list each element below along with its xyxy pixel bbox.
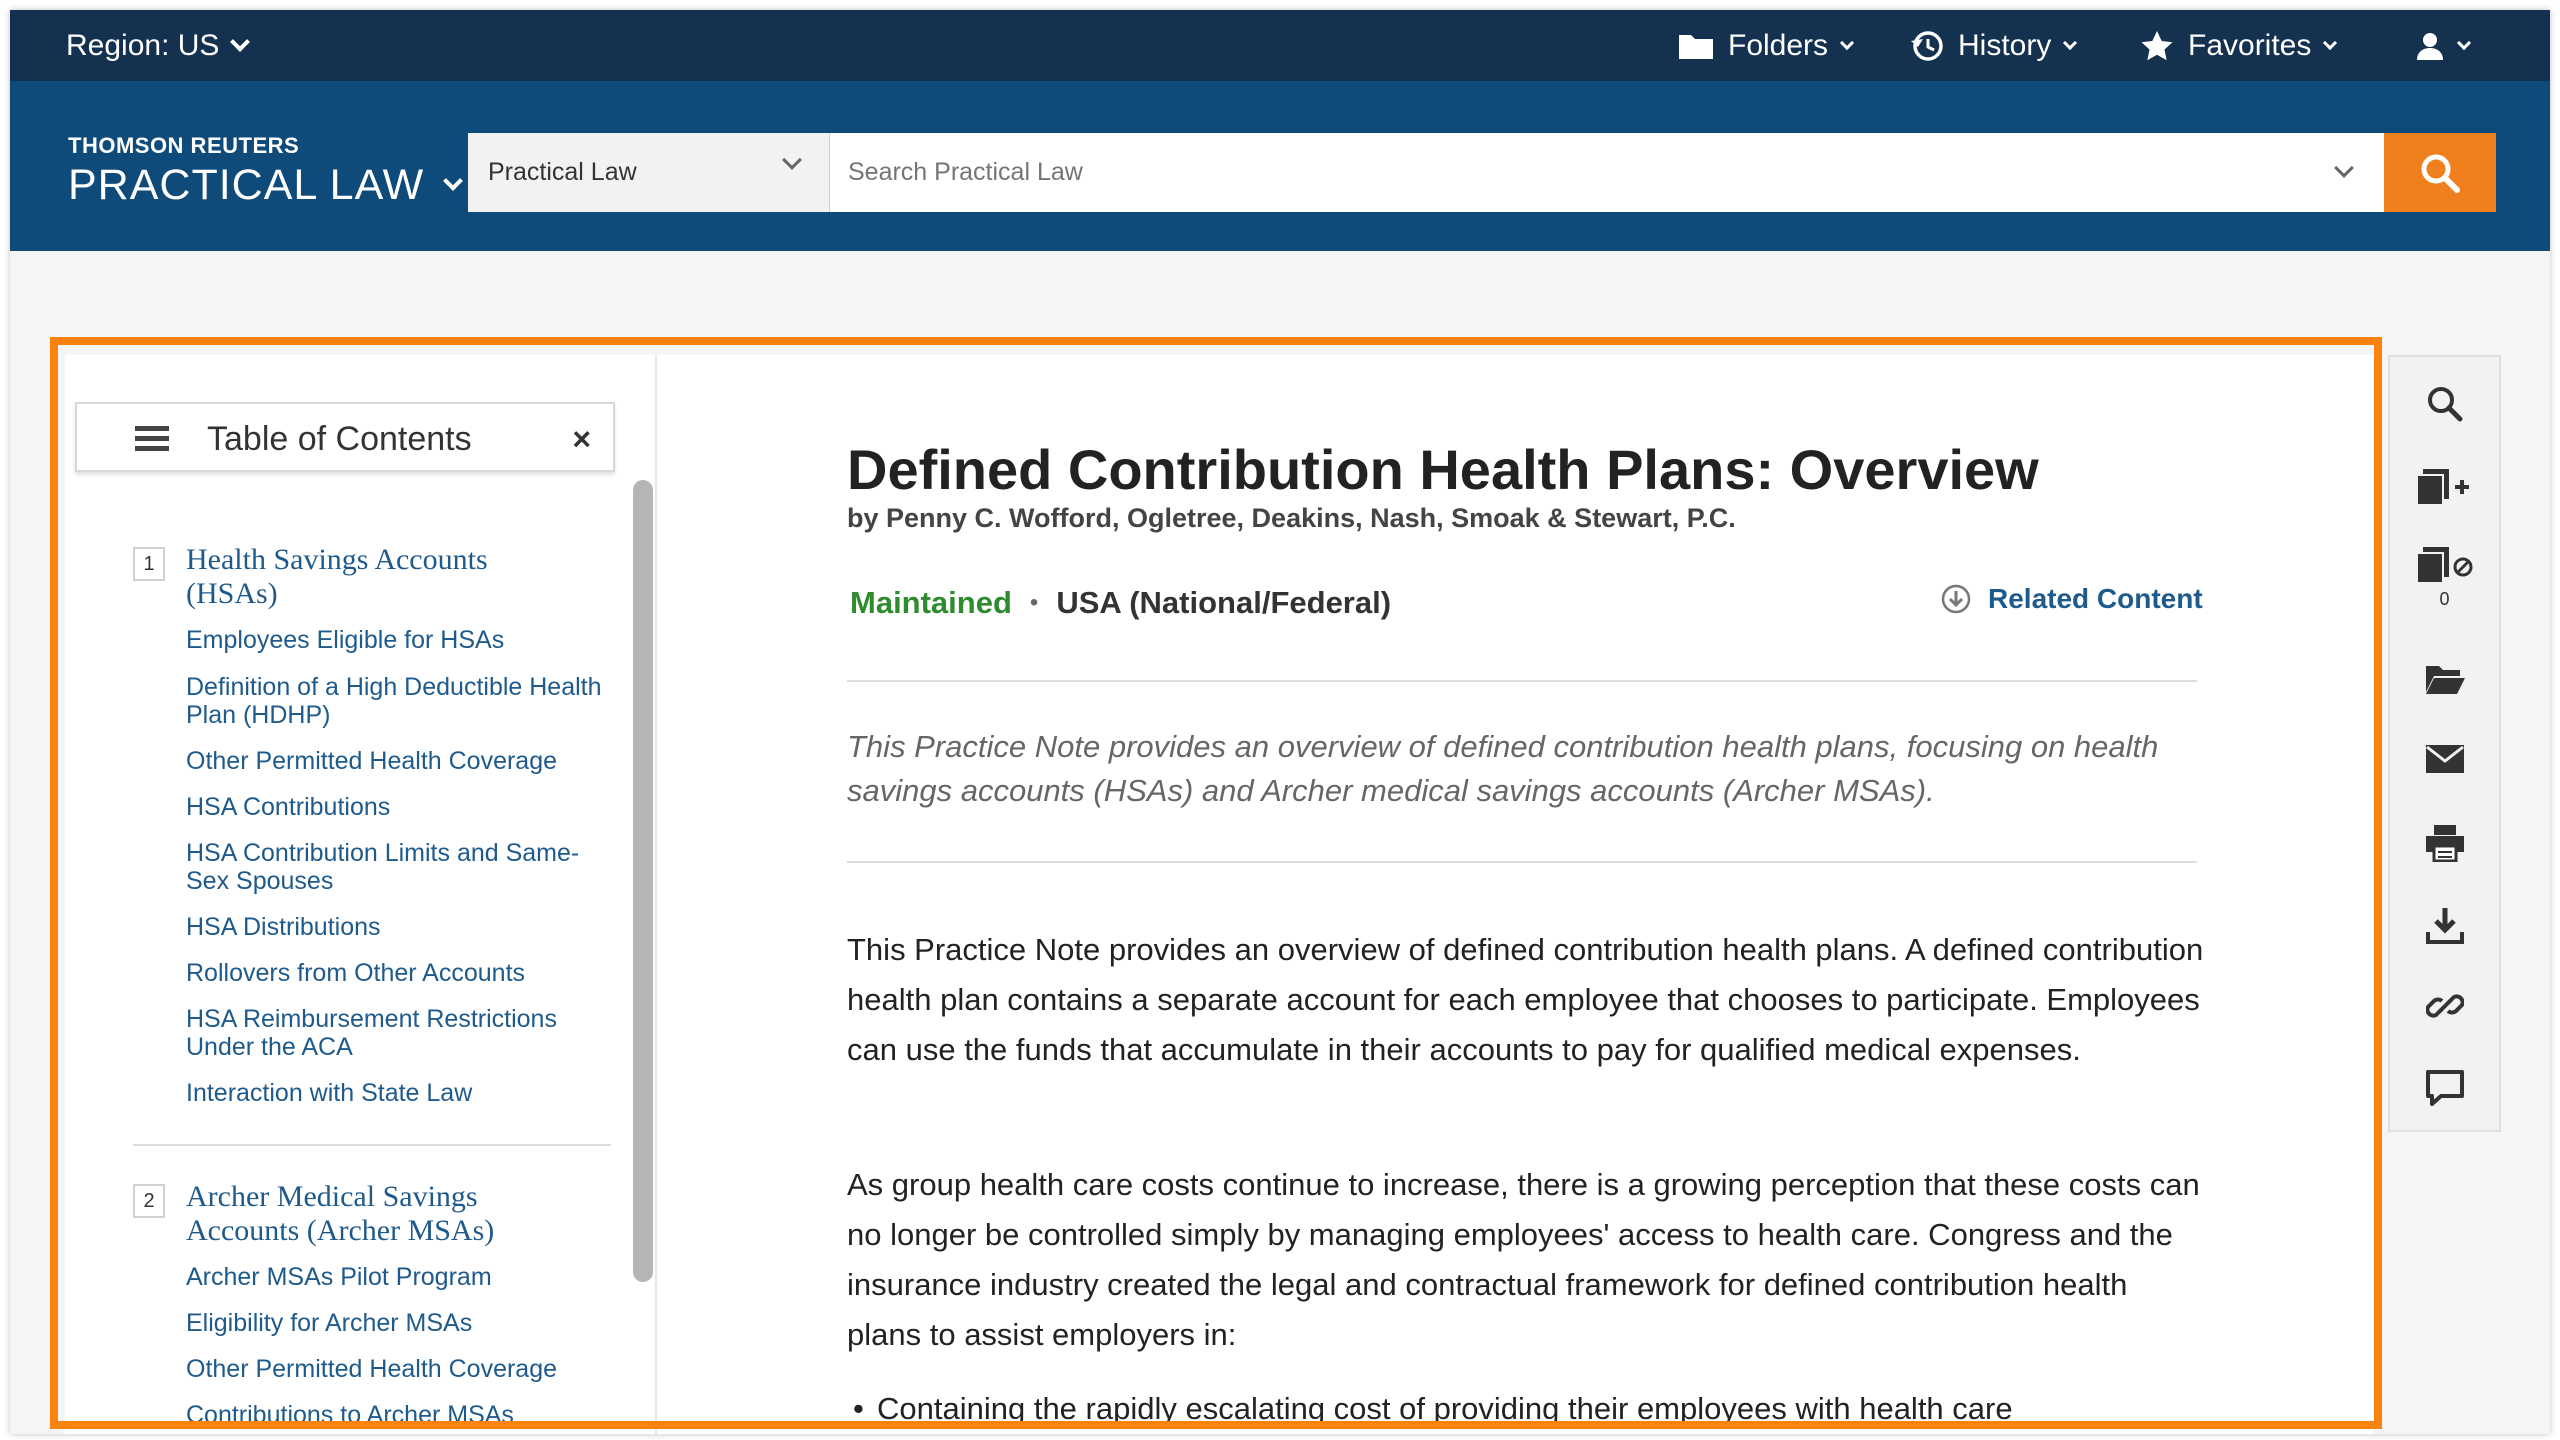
open-folder-icon <box>2424 662 2466 696</box>
search-icon <box>2419 152 2461 194</box>
table-of-contents-panel <box>65 355 657 1434</box>
search-button[interactable] <box>2384 133 2496 212</box>
brand-logo[interactable] <box>68 133 460 210</box>
toc-divider <box>133 1144 611 1146</box>
user-menu[interactable] <box>2415 24 2469 68</box>
toc-section-number: 1 <box>133 547 165 581</box>
region-selector[interactable] <box>66 24 247 68</box>
search-input[interactable] <box>830 133 2384 212</box>
toc-title: Table of Contents <box>207 420 472 458</box>
document-paragraph: This Practice Note provides an overview of defined contribution health plans. A defined contribution health plan contains a separate account for each employee that chooses to participate. Employees can use the funds that accumulate in their accounts to pay for qualified medical expenses. <box>847 932 2204 1067</box>
chevron-down-icon <box>2457 36 2471 50</box>
chevron-down-icon <box>782 150 802 170</box>
tool-print[interactable] <box>2390 824 2499 862</box>
search-scope-value: Practical Law <box>488 158 637 186</box>
document-abstract: This Practice Note provides an overview of defined contribution health plans, focusing on health savings accounts (HSAs) and Archer medical savings accounts (Archer MSAs). <box>847 729 2159 808</box>
hamburger-menu-icon[interactable] <box>135 426 169 452</box>
document-author: by Penny C. Wofford, Ogletree, Deakins, Nash, Smoak & Stewart, P.C. <box>847 503 1736 533</box>
toc-link[interactable]: Definition of a High Deductible Health Plan (HDHP) <box>186 673 602 729</box>
toc-link[interactable]: HSA Distributions <box>186 913 381 941</box>
tool-search[interactable] <box>2390 385 2499 423</box>
divider <box>847 680 2197 682</box>
brand-product <box>68 161 460 210</box>
chevron-down-icon <box>1840 36 1854 50</box>
browser-window <box>10 10 2550 1434</box>
region-label: Region: US <box>66 29 220 62</box>
close-icon[interactable]: × <box>572 421 591 457</box>
top-utility-bar <box>10 10 2550 81</box>
link-icon <box>2426 987 2464 1025</box>
toc-link[interactable]: Interaction with State Law <box>186 1079 473 1107</box>
annotations-count: 0 <box>2439 589 2450 609</box>
toc-link[interactable]: HSA Reimbursement Restrictions Under the ACA <box>186 1005 557 1061</box>
tool-link[interactable] <box>2390 987 2499 1025</box>
tool-open-folder[interactable] <box>2390 662 2499 696</box>
toc-link[interactable]: Other Permitted Health Coverage <box>186 1355 558 1383</box>
related-content-label: Related Content <box>1988 583 2203 614</box>
chevron-down-icon <box>2063 36 2077 50</box>
annotations-icon <box>2415 545 2475 585</box>
toc-section-number: 2 <box>133 1184 165 1218</box>
toc-link[interactable]: HSA Contributions <box>186 793 391 821</box>
tool-annotations[interactable] <box>2390 545 2499 610</box>
toc-link[interactable]: Other Permitted Health Coverage <box>186 747 558 775</box>
related-content-link[interactable] <box>1940 583 2203 615</box>
star-icon <box>2140 30 2174 62</box>
chevron-down-icon[interactable] <box>443 171 463 191</box>
toc-link[interactable]: Eligibility for Archer MSAs <box>186 1309 473 1337</box>
nav-favorites-label: Favorites <box>2188 29 2312 62</box>
document-panel <box>657 355 2374 1434</box>
nav-favorites[interactable] <box>2140 24 2335 68</box>
document-meta <box>850 585 1391 621</box>
document-tools-rail <box>2388 355 2501 1132</box>
tool-download[interactable] <box>2390 906 2499 944</box>
chevron-down-icon <box>231 32 251 52</box>
document-title: Defined Contribution Health Plans: Overview <box>847 438 2039 501</box>
brand-product-name: PRACTICAL LAW <box>68 161 425 209</box>
print-icon <box>2425 824 2465 862</box>
nav-history-label: History <box>1958 29 2052 62</box>
toc-link[interactable]: Employees Eligible for HSAs <box>186 626 505 654</box>
nav-folders-label: Folders <box>1728 29 1829 62</box>
toc-header <box>75 402 615 472</box>
nav-folders[interactable] <box>1678 24 1852 68</box>
chevron-down-icon <box>2323 36 2337 50</box>
email-icon <box>2425 744 2465 774</box>
folder-icon <box>1678 31 1714 61</box>
meta-separator: • <box>1029 589 1039 616</box>
comment-icon <box>2425 1069 2465 1107</box>
toc-section-title[interactable]: Archer Medical Savings Accounts (Archer MSAs) <box>186 1180 495 1247</box>
document-paragraph: As group health care costs continue to increase, there is a growing perception that these costs can no longer be controlled simply by managing employees' access to health care. Congress and the insurance industry created the legal and contractual framework for defined contribution health plans to assist employers in: <box>847 1167 2200 1352</box>
search-in-document-icon <box>2426 385 2464 423</box>
divider <box>847 861 2197 863</box>
toc-scrollbar[interactable] <box>633 480 653 1282</box>
search-scope-select[interactable] <box>468 133 830 212</box>
nav-history[interactable] <box>1910 24 2075 68</box>
maintained-status: Maintained <box>850 585 1012 620</box>
tool-email[interactable] <box>2390 744 2499 774</box>
toc-link[interactable]: HSA Contribution Limits and Same-Sex Spouses <box>186 839 580 895</box>
toc-link[interactable]: Contributions to Archer MSAs <box>186 1401 514 1429</box>
site-header <box>10 81 2550 251</box>
circle-arrow-down-icon <box>1940 583 1972 615</box>
toc-link[interactable]: Rollovers from Other Accounts <box>186 959 526 987</box>
toc-section-title[interactable]: Health Savings Accounts (HSAs) <box>186 543 488 610</box>
brand-company: THOMSON REUTERS <box>68 133 300 158</box>
add-to-folder-icon <box>2415 467 2475 507</box>
download-icon <box>2426 906 2464 944</box>
document-bullet: • Containing the rapidly escalating cost of providing their employees with health care <box>877 1387 2207 1431</box>
tool-comment[interactable] <box>2390 1069 2499 1107</box>
toc-link[interactable]: Archer MSAs Pilot Program <box>186 1263 492 1291</box>
user-icon <box>2415 31 2445 61</box>
tool-add-to-folder[interactable] <box>2390 467 2499 507</box>
jurisdiction: USA (National/Federal) <box>1056 585 1392 620</box>
history-icon <box>1910 29 1944 63</box>
